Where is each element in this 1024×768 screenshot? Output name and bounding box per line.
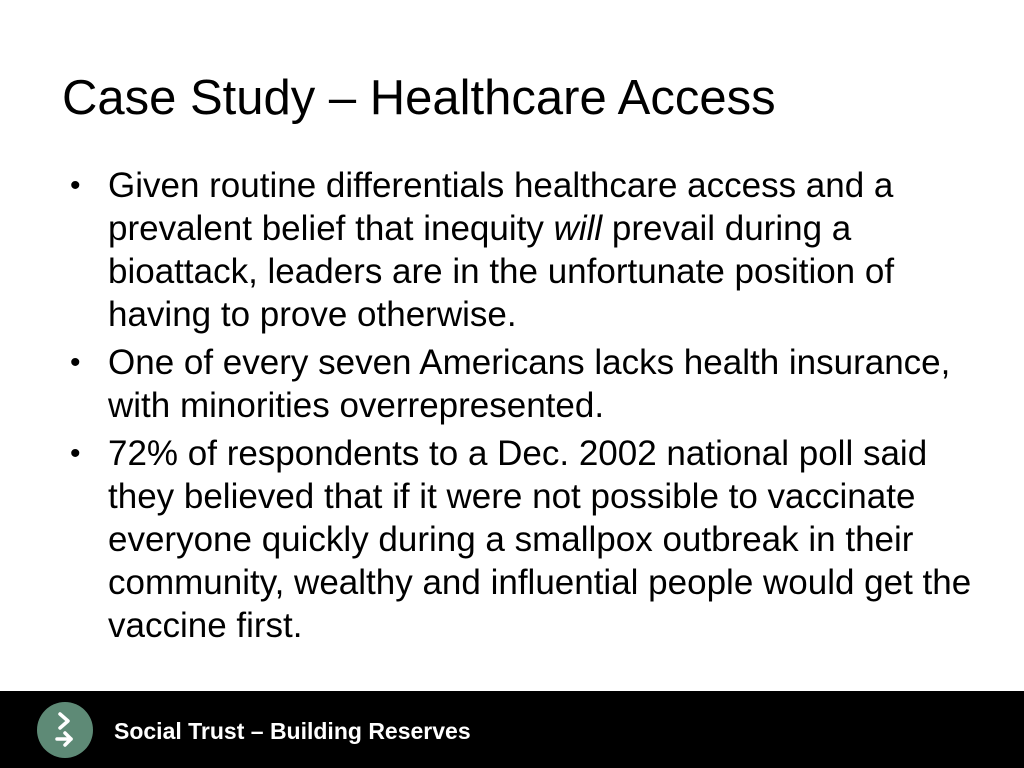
logo xyxy=(37,702,93,758)
bullet-text: One of every seven Americans lacks health insurance, with minorities overrepresented. xyxy=(108,343,951,425)
bullet-dot: • xyxy=(70,169,81,202)
bullet-dot: • xyxy=(70,346,81,379)
bullet-item-1 xyxy=(70,164,988,336)
double-arrow-icon xyxy=(37,702,93,758)
footer-bar xyxy=(0,691,1024,768)
footer-text: Social Trust – Building Reserves xyxy=(114,718,471,744)
bullet-text-part: Given routine differentials healthcare access and a prevalent belief that inequity xyxy=(108,166,894,248)
bullet-list xyxy=(70,164,988,652)
bullet-text: 72% of respondents to a Dec. 2002 national poll said they believed that if it were not possible to vaccinate everyone quickly during a smallpox outbreak in their community, wealthy and influential people would get the vaccine first. xyxy=(108,434,972,645)
emphasis-text: will xyxy=(553,209,603,248)
bullet-item-2 xyxy=(70,341,988,427)
bullet-text-part: prevail during a bioattack, leaders are in the unfortunate position of having to prove otherwise. xyxy=(108,209,895,334)
slide-title: Case Study – Healthcare Access xyxy=(62,71,776,125)
bullet-item-3 xyxy=(70,432,988,647)
bullet-text xyxy=(108,164,988,336)
bullet-dot: • xyxy=(70,437,81,470)
